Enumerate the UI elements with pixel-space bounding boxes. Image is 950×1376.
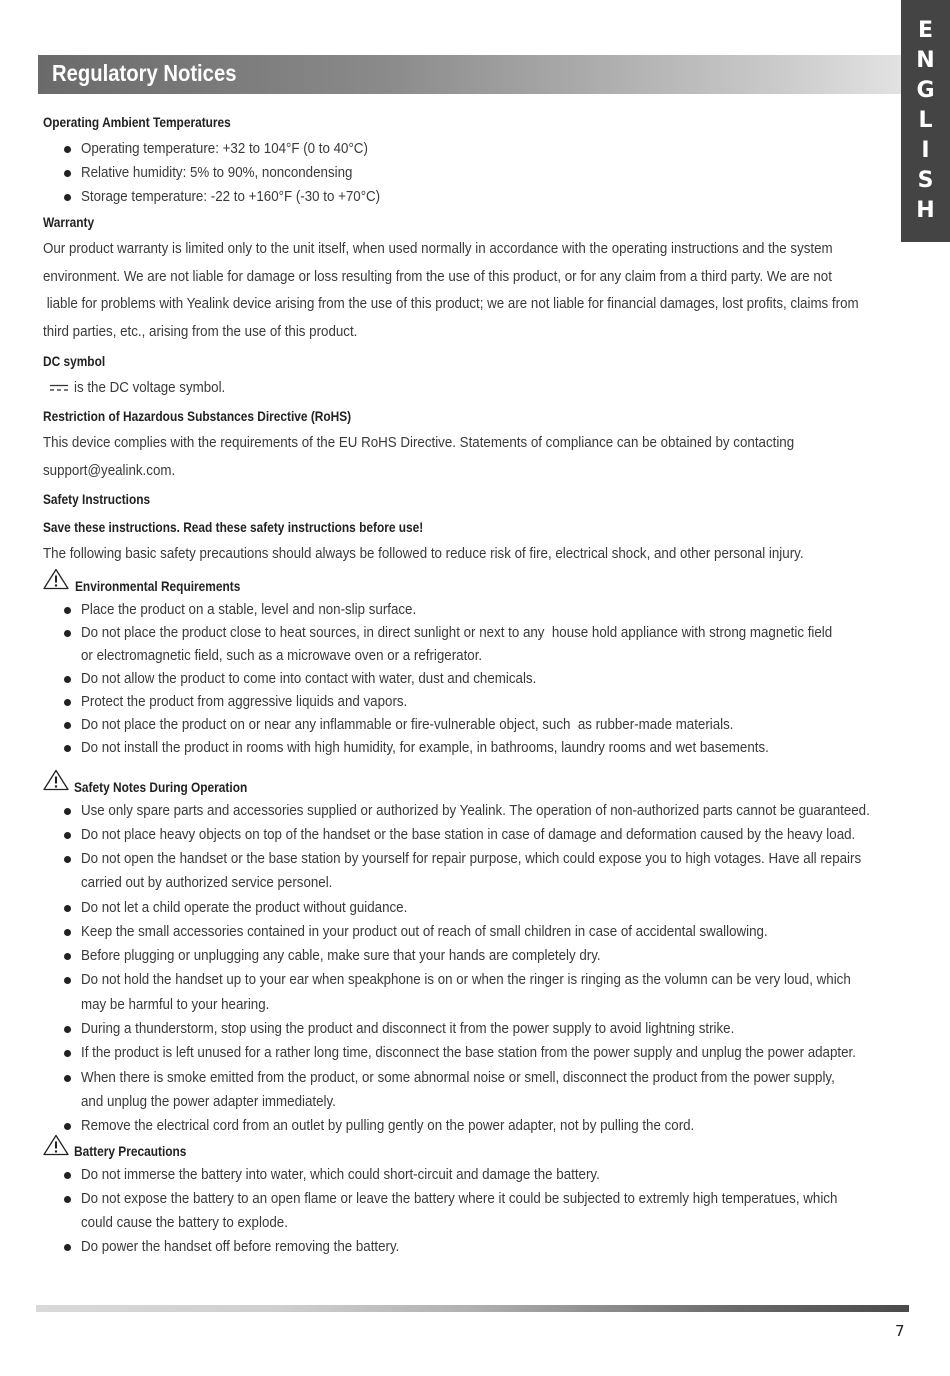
bullet-dot xyxy=(64,722,71,729)
warranty-line: Our product warranty is limited only to the unit itself, when used normally in accordance with the operating instructions and the system xyxy=(43,241,833,257)
bullet-dot xyxy=(64,170,71,177)
bullet-dot xyxy=(64,1026,71,1033)
warranty-line: liable for problems with Yealink device arising from the use of this product; we are not liable for financial damages, lost profits, claims from xyxy=(43,296,859,312)
temps-heading: Operating Ambient Temperatures xyxy=(43,114,231,130)
warranty-line: environment. We are not liable for damage or loss resulting from the use of this product, or for any claim from a third party. We are not xyxy=(43,269,832,285)
dc-voltage-icon xyxy=(50,384,68,392)
operation-item: Do not open the handset or the base station by yourself for repair purpose, which could expose you to high votages. Have all repairs xyxy=(81,851,862,867)
bullet-dot xyxy=(64,905,71,912)
operation-item: Do not hold the handset up to your ear when speakphone is on or when the ringer is ringing as the volumn can be very loud, which xyxy=(81,972,851,988)
battery-item: Do not immerse the battery into water, which could short-circuit and damage the battery. xyxy=(81,1167,600,1183)
operation-item-continued: may be harmful to your hearing. xyxy=(81,997,270,1013)
operation-item: When there is smoke emitted from the product, or some abnormal noise or smell, disconnect the product from the power supply, xyxy=(81,1070,835,1086)
bullet-dot xyxy=(64,929,71,936)
battery-item: Do power the handset off before removing the battery. xyxy=(81,1239,400,1255)
operation-item: Keep the small accessories contained in your product out of reach of small children in case of accidental swallowing. xyxy=(81,924,768,940)
rohs-heading: Restriction of Hazardous Substances Directive (RoHS) xyxy=(43,408,352,424)
bullet-dot xyxy=(64,1123,71,1130)
language-tab-letter: E xyxy=(917,18,934,43)
language-tab-letter: S xyxy=(917,168,934,193)
battery-heading: Battery Precautions xyxy=(74,1143,187,1159)
bullet-dot xyxy=(64,856,71,863)
dc-text: is the DC voltage symbol. xyxy=(74,380,226,396)
warranty-heading: Warranty xyxy=(43,214,95,230)
page-number: 7 xyxy=(895,1322,905,1340)
environment-item: Do not install the product in rooms with high humidity, for example, in bathrooms, laundry rooms and wet basements. xyxy=(81,740,769,756)
environment-item: Protect the product from aggressive liquids and vapors. xyxy=(81,694,408,710)
temps-item: Relative humidity: 5% to 90%, noncondensing xyxy=(81,165,353,181)
bullet-dot xyxy=(64,1244,71,1251)
operation-item: Do not place heavy objects on top of the handset or the base station in case of damage and deformation caused by the heavy load. xyxy=(81,827,856,843)
bullet-dot xyxy=(64,1075,71,1082)
language-tab xyxy=(901,0,950,242)
page-title: Regulatory Notices xyxy=(52,60,237,86)
operation-item: Before plugging or unplugging any cable, make sure that your hands are completely dry. xyxy=(81,948,601,964)
battery-item: Do not expose the battery to an open flame or leave the battery where it could be subjected to extremly high temperatues, which xyxy=(81,1191,838,1207)
environment-item: Do not place the product close to heat sources, in direct sunlight or next to any house hold appliance with strong magnetic field xyxy=(81,625,833,641)
language-tab-letter: H xyxy=(916,198,935,223)
operation-heading: Safety Notes During Operation xyxy=(74,779,248,795)
bullet-dot xyxy=(64,953,71,960)
dc-heading: DC symbol xyxy=(43,353,106,369)
bullet-dot xyxy=(64,607,71,614)
bullet-dot xyxy=(64,808,71,815)
bullet-dot xyxy=(64,146,71,153)
bullet-dot xyxy=(64,699,71,706)
operation-item-continued: and unplug the power adapter immediately. xyxy=(81,1094,336,1110)
bullet-dot xyxy=(64,1050,71,1057)
language-tab-letter: G xyxy=(916,78,935,103)
language-tab-letter: I xyxy=(921,138,930,163)
environment-item: Do not allow the product to come into contact with water, dust and chemicals. xyxy=(81,671,537,687)
safety-intro: The following basic safety precautions should always be followed to reduce risk of fire, electrical shock, and other personal injury. xyxy=(43,546,804,562)
temps-item: Operating temperature: +32 to 104°F (0 to 40°C) xyxy=(81,141,368,157)
warning-icon xyxy=(43,568,69,590)
safety-subheading: Save these instructions. Read these safety instructions before use! xyxy=(43,519,424,535)
bullet-dot xyxy=(64,832,71,839)
battery-item-continued: could cause the battery to explode. xyxy=(81,1215,288,1231)
language-tab-letter: L xyxy=(918,108,933,133)
operation-item: If the product is left unused for a rather long time, disconnect the base station from the power supply and unplug the power adapter. xyxy=(81,1045,856,1061)
environment-heading: Environmental Requirements xyxy=(75,578,241,594)
bullet-dot xyxy=(64,977,71,984)
bullet-dot xyxy=(64,630,71,637)
bullet-dot xyxy=(64,745,71,752)
warranty-line: third parties, etc., arising from the use of this product. xyxy=(43,324,358,340)
operation-item: Do not let a child operate the product without guidance. xyxy=(81,900,408,916)
bullet-dot xyxy=(64,194,71,201)
environment-item: Place the product on a stable, level and non-slip surface. xyxy=(81,602,417,618)
bullet-dot xyxy=(64,1196,71,1203)
bullet-dot xyxy=(64,1172,71,1179)
operation-item: Remove the electrical cord from an outlet by pulling gently on the power adapter, not by pulling the cord. xyxy=(81,1118,695,1134)
operation-item-continued: carried out by authorized service personel. xyxy=(81,875,333,891)
footer-bar xyxy=(36,1305,909,1312)
warning-icon xyxy=(43,769,69,791)
title-bar xyxy=(38,55,901,94)
temps-item: Storage temperature: -22 to +160°F (-30 to +70°C) xyxy=(81,189,381,205)
bullet-dot xyxy=(64,676,71,683)
language-tab-letter: N xyxy=(916,48,935,73)
environment-item-continued: or electromagnetic field, such as a microwave oven or a refrigerator. xyxy=(81,648,483,664)
safety-heading: Safety Instructions xyxy=(43,491,151,507)
operation-item: Use only spare parts and accessories supplied or authorized by Yealink. The operation of non-authorized parts cannot be guaranteed. xyxy=(81,803,870,819)
operation-item: During a thunderstorm, stop using the product and disconnect it from the power supply to avoid lightning strike. xyxy=(81,1021,735,1037)
environment-item: Do not place the product on or near any inflammable or fire-vulnerable object, such as rubber-made materials. xyxy=(81,717,734,733)
rohs-line: support@yealink.com. xyxy=(43,463,176,479)
rohs-line: This device complies with the requirements of the EU RoHS Directive. Statements of compliance can be obtained by contacting xyxy=(43,435,795,451)
warning-icon xyxy=(43,1134,69,1156)
